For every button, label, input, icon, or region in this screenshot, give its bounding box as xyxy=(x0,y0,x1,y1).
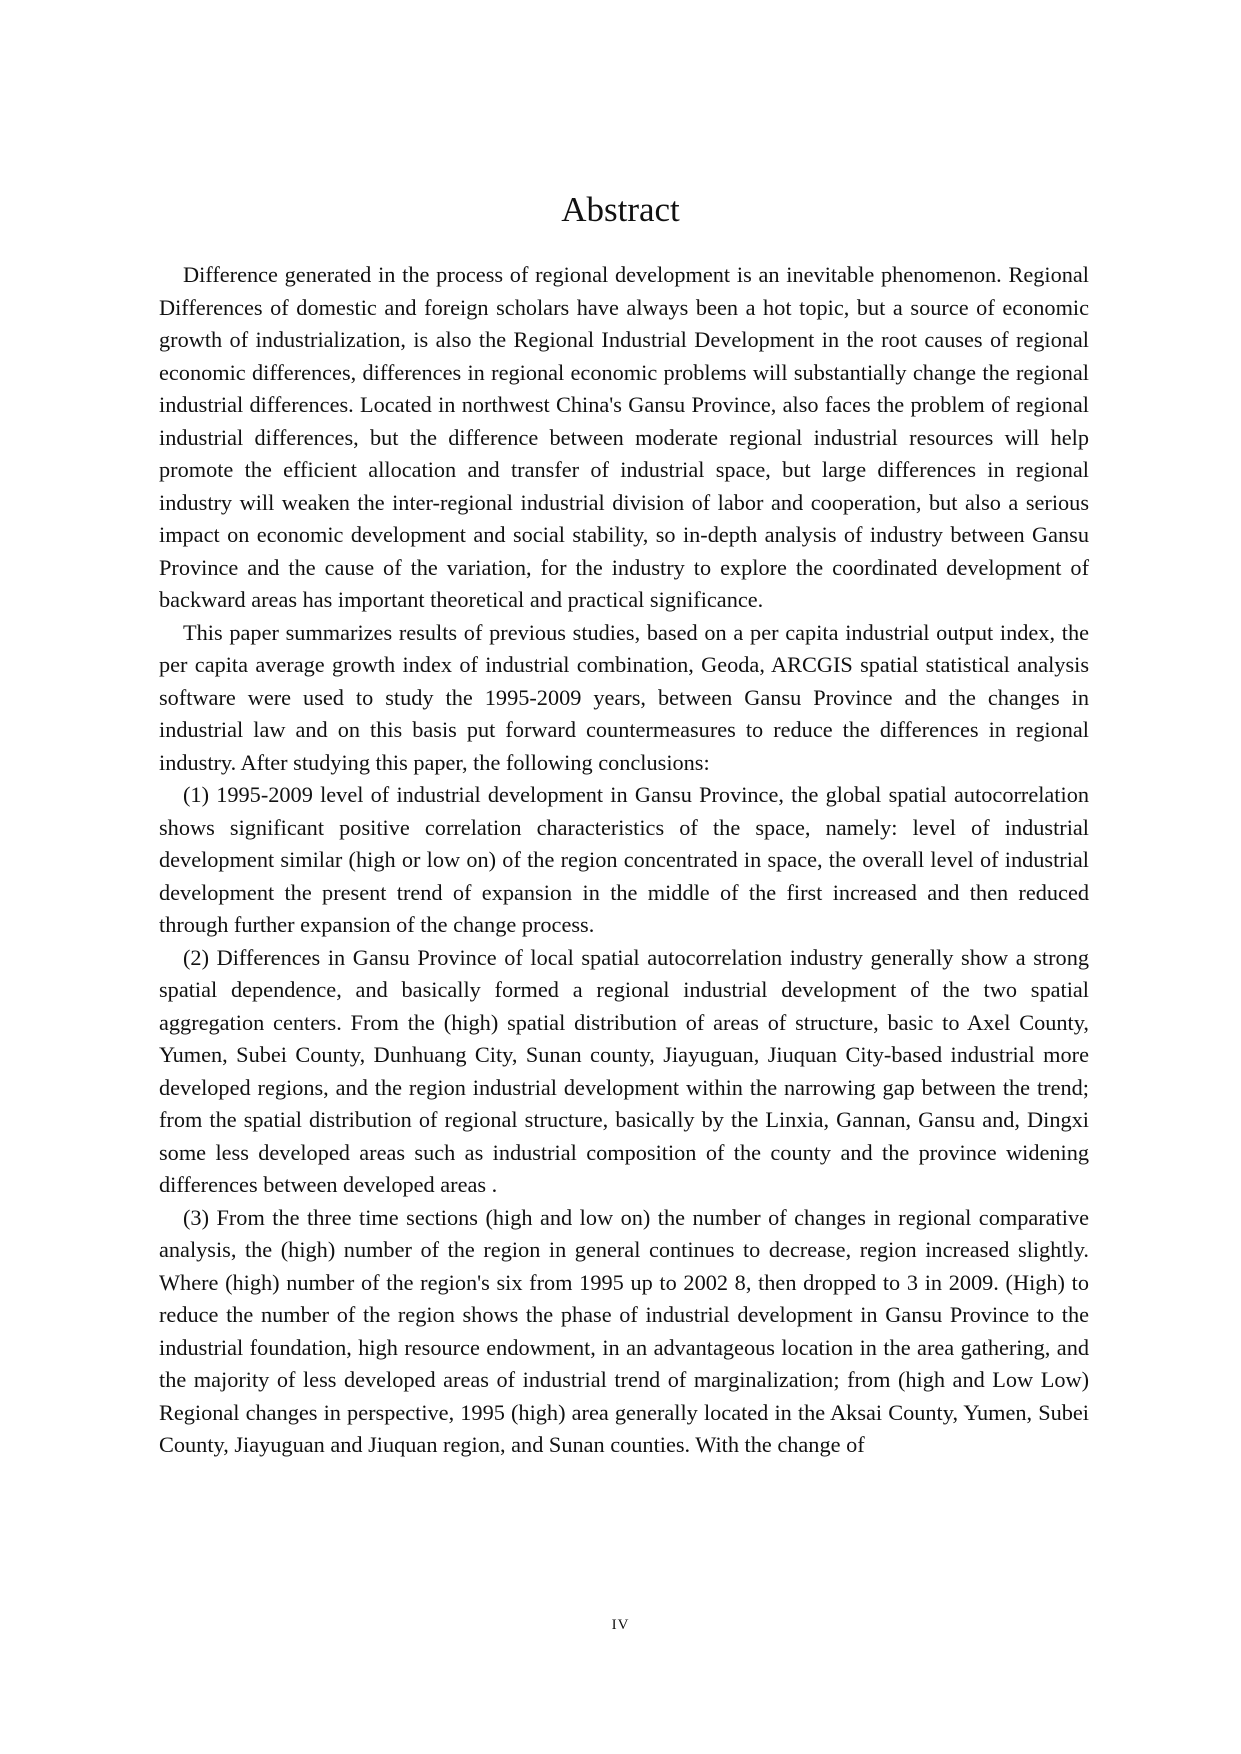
paragraph-conclusion-1: (1) 1995-2009 level of industrial development in Gansu Province, the global spatial autocorrelation shows significant positive correlation characteristics of the space, namely: level of industrial development similar (high or low on) of the region concentrated in space, the overall level of industrial development the present trend of expansion in the middle of the first increased and then reduced through further expansion of the change process. xyxy=(159,782,1089,937)
paragraph-intro: Difference generated in the process of regional development is an inevitable phenomenon. Regional Differences of domestic and foreign scholars have always been a hot topic, but a source of economic growth of industrialization, is also the Regional Industrial Development in the root causes of regional economic differences, differences in regional economic problems will substantially change the regional industrial differences. Located in northwest China's Gansu Province, also faces the problem of regional industrial differences, but the difference between moderate regional industrial resources will help promote the efficient allocation and transfer of industrial space, but large differences in regional industry will weaken the inter-regional industrial division of labor and cooperation, but also a serious impact on economic development and social stability, so in-depth analysis of industry between Gansu Province and the cause of the variation, for the industry to explore the coordinated development of backward areas has important theoretical and practical significance. xyxy=(159,262,1089,612)
paragraph-summary: This paper summarizes results of previous studies, based on a per capita industrial output index, the per capita average growth index of industrial combination, Geoda, ARCGIS spatial statistical analysis software were used to study the 1995-2009 years, between Gansu Province and the changes in industrial law and on this basis put forward countermeasures to reduce the differences in regional industry. After studying this paper, the following conclusions: xyxy=(159,619,1089,775)
page-number: IV xyxy=(611,1617,630,1633)
paragraph-conclusion-2: (2) Differences in Gansu Province of local spatial autocorrelation industry generally show a strong spatial dependence, and basically formed a regional industrial development of the two spatial aggregation centers. From the (high) spatial distribution of areas of structure, basic to Axel County, Yumen, Subei County, Dunhuang City, Sunan county, Jiayuguan, Jiuquan City-based industrial more developed regions, and the region industrial development within the narrowing gap between the trend; from the spatial distribution of regional structure, basically by the Linxia, Gannan, Gansu and, Dingxi some less developed areas such as industrial composition of the county and the province widening differences between developed areas . xyxy=(159,944,1089,1197)
paragraph-conclusion-3: (3) From the three time sections (high and low on) the number of changes in regional comparative analysis, the (high) number of the region in general continues to decrease, region increased slightly. Where (high) number of the region's six from 1995 up to 2002 8, then dropped to 3 in 2009. (High) to reduce the number of the region shows the phase of industrial development in Gansu Province to the industrial foundation, high resource endowment, in an advantageous location in the area gathering, and the majority of less developed areas of industrial trend of marginalization; from (high and Low Low) Regional changes in perspective, 1995 (high) area generally located in the Aksai County, Yumen, Subei County, Jiayuguan and Jiuquan region, and Sunan counties. With the change of xyxy=(159,1204,1089,1457)
page-title: Abstract xyxy=(561,190,680,229)
abstract-body xyxy=(159,259,1089,1462)
